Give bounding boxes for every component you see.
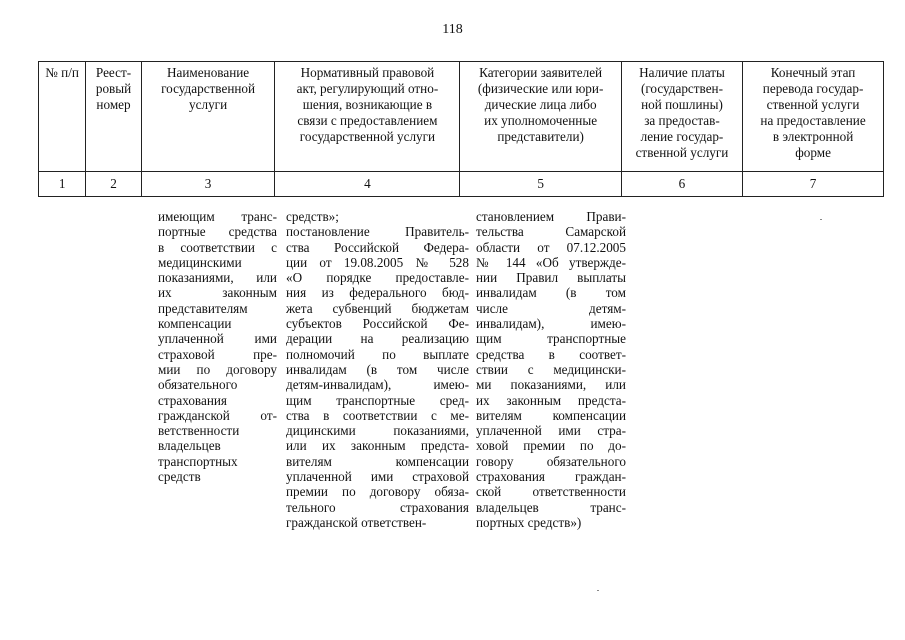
applicant-categories-continuation bbox=[476, 209, 626, 530]
text-line: нии Правил выплаты bbox=[476, 270, 626, 286]
text-line: мии по договору bbox=[158, 361, 277, 377]
text-line: говору обязательного bbox=[476, 453, 626, 469]
column-number-cell: 5 bbox=[460, 172, 621, 197]
text-line: щим транспортные bbox=[476, 331, 626, 347]
column-number-cell: 3 bbox=[141, 172, 275, 197]
text-line: средства в соответ- bbox=[476, 346, 626, 362]
legal-act-continuation bbox=[286, 209, 469, 530]
header-cell: Категории заявителей (физические или юри- дические лица либо их уполномоченные представители) bbox=[460, 62, 621, 172]
text-line: полномочий по выплате bbox=[286, 346, 469, 362]
text-line: уплаченной ими стра- bbox=[476, 423, 626, 439]
text-line: ми показаниями, или bbox=[476, 377, 626, 393]
text-line: ства в соответствии с ме- bbox=[286, 407, 469, 423]
text-line: становлением Прави- bbox=[476, 209, 626, 224]
text-line: вителям компенсации bbox=[286, 453, 469, 469]
text-line: инвалидам (в том числе bbox=[286, 361, 469, 377]
column-number-cell: 2 bbox=[86, 172, 142, 197]
text-line: страховой пре- bbox=[158, 346, 277, 362]
text-line: транспортных bbox=[158, 453, 238, 469]
text-line: ской ответственности bbox=[476, 484, 626, 500]
text-line: инвалидам (в том bbox=[476, 285, 626, 301]
text-line: показаниями, или bbox=[158, 270, 277, 286]
text-line: инвалидам), имею- bbox=[476, 316, 626, 332]
text-line: владельцев транс- bbox=[476, 499, 626, 515]
table-header-row bbox=[39, 62, 884, 172]
text-line: средств bbox=[158, 469, 201, 485]
text-line: премии по договору обяза- bbox=[286, 484, 469, 500]
text-line: тельства Самарской bbox=[476, 224, 626, 240]
column-number-cell: 7 bbox=[743, 172, 884, 197]
header-cell: Наименование государственной услуги bbox=[141, 62, 275, 172]
text-line: уплаченной ими bbox=[158, 331, 277, 347]
text-line: гражданской ответствен- bbox=[286, 514, 427, 530]
column-number-cell: 1 bbox=[39, 172, 86, 197]
text-line: ства Российской Федера- bbox=[286, 239, 469, 255]
text-line: уплаченной ими страховой bbox=[286, 469, 469, 485]
text-line: постановление Правитель- bbox=[286, 224, 469, 240]
text-line: щим транспортные сред- bbox=[286, 392, 469, 408]
text-line: жета субвенций бюджетам bbox=[286, 300, 469, 316]
text-line: «О порядке предоставле- bbox=[286, 270, 469, 286]
text-line: тельного страхования bbox=[286, 499, 469, 515]
scan-speck bbox=[820, 219, 822, 220]
text-line: в соответствии с bbox=[158, 239, 277, 255]
column-number-cell: 6 bbox=[621, 172, 742, 197]
text-line: числе детям- bbox=[476, 300, 626, 316]
text-line: средств»; bbox=[286, 209, 339, 224]
text-line: портные средства bbox=[158, 224, 277, 240]
header-cell: Нормативный правовой акт, регулирующий отно- шения, возникающие в связи с предоставлением государственной услуги bbox=[275, 62, 460, 172]
scan-speck bbox=[597, 590, 599, 591]
text-line: или их законным предста- bbox=[286, 438, 469, 454]
text-line: № 144 «Об утвержде- bbox=[476, 254, 626, 270]
services-table bbox=[38, 61, 884, 197]
text-line: ния из федерального бюд- bbox=[286, 285, 469, 301]
text-line: дерации на реализацию bbox=[286, 331, 469, 347]
text-line: их законным bbox=[158, 285, 277, 301]
column-number-row bbox=[39, 172, 884, 197]
text-line: имеющим транс- bbox=[158, 209, 277, 224]
text-line: детям-инвалидам), имею- bbox=[286, 377, 469, 393]
header-cell: № п/п bbox=[39, 62, 86, 172]
header-cell: Реест- ровый номер bbox=[86, 62, 142, 172]
text-line: дицинскими показаниями, bbox=[286, 423, 469, 439]
page-number: 118 bbox=[442, 22, 463, 37]
text-line: компенсации bbox=[158, 316, 232, 332]
column-number-cell: 4 bbox=[275, 172, 460, 197]
text-line: обязательного bbox=[158, 377, 238, 393]
text-line: их законным предста- bbox=[476, 392, 626, 408]
text-line: ствии с медицински- bbox=[476, 361, 626, 377]
text-line: вителям компенсации bbox=[476, 407, 626, 423]
text-line: субъектов Российской Фе- bbox=[286, 316, 469, 332]
text-line: представителям bbox=[158, 300, 248, 316]
text-line: гражданской от- bbox=[158, 407, 277, 423]
text-line: владельцев bbox=[158, 438, 221, 454]
text-line: ции от 19.08.2005 № 528 bbox=[286, 254, 469, 270]
header-cell: Наличие платы (государствен- ной пошлины) за предостав- ление государ- ственной услуги bbox=[621, 62, 742, 172]
service-name-continuation bbox=[158, 209, 277, 484]
text-line: портных средств») bbox=[476, 514, 582, 530]
header-cell: Конечный этап перевода государ- ственной услуги на предоставление в электронной форме bbox=[743, 62, 884, 172]
text-line: ветственности bbox=[158, 423, 240, 439]
text-line: области от 07.12.2005 bbox=[476, 239, 626, 255]
text-line: страхования граждан- bbox=[476, 469, 626, 485]
text-line: медицинскими bbox=[158, 254, 242, 270]
text-line: страхования bbox=[158, 392, 227, 408]
text-line: ховой премии по до- bbox=[476, 438, 626, 454]
